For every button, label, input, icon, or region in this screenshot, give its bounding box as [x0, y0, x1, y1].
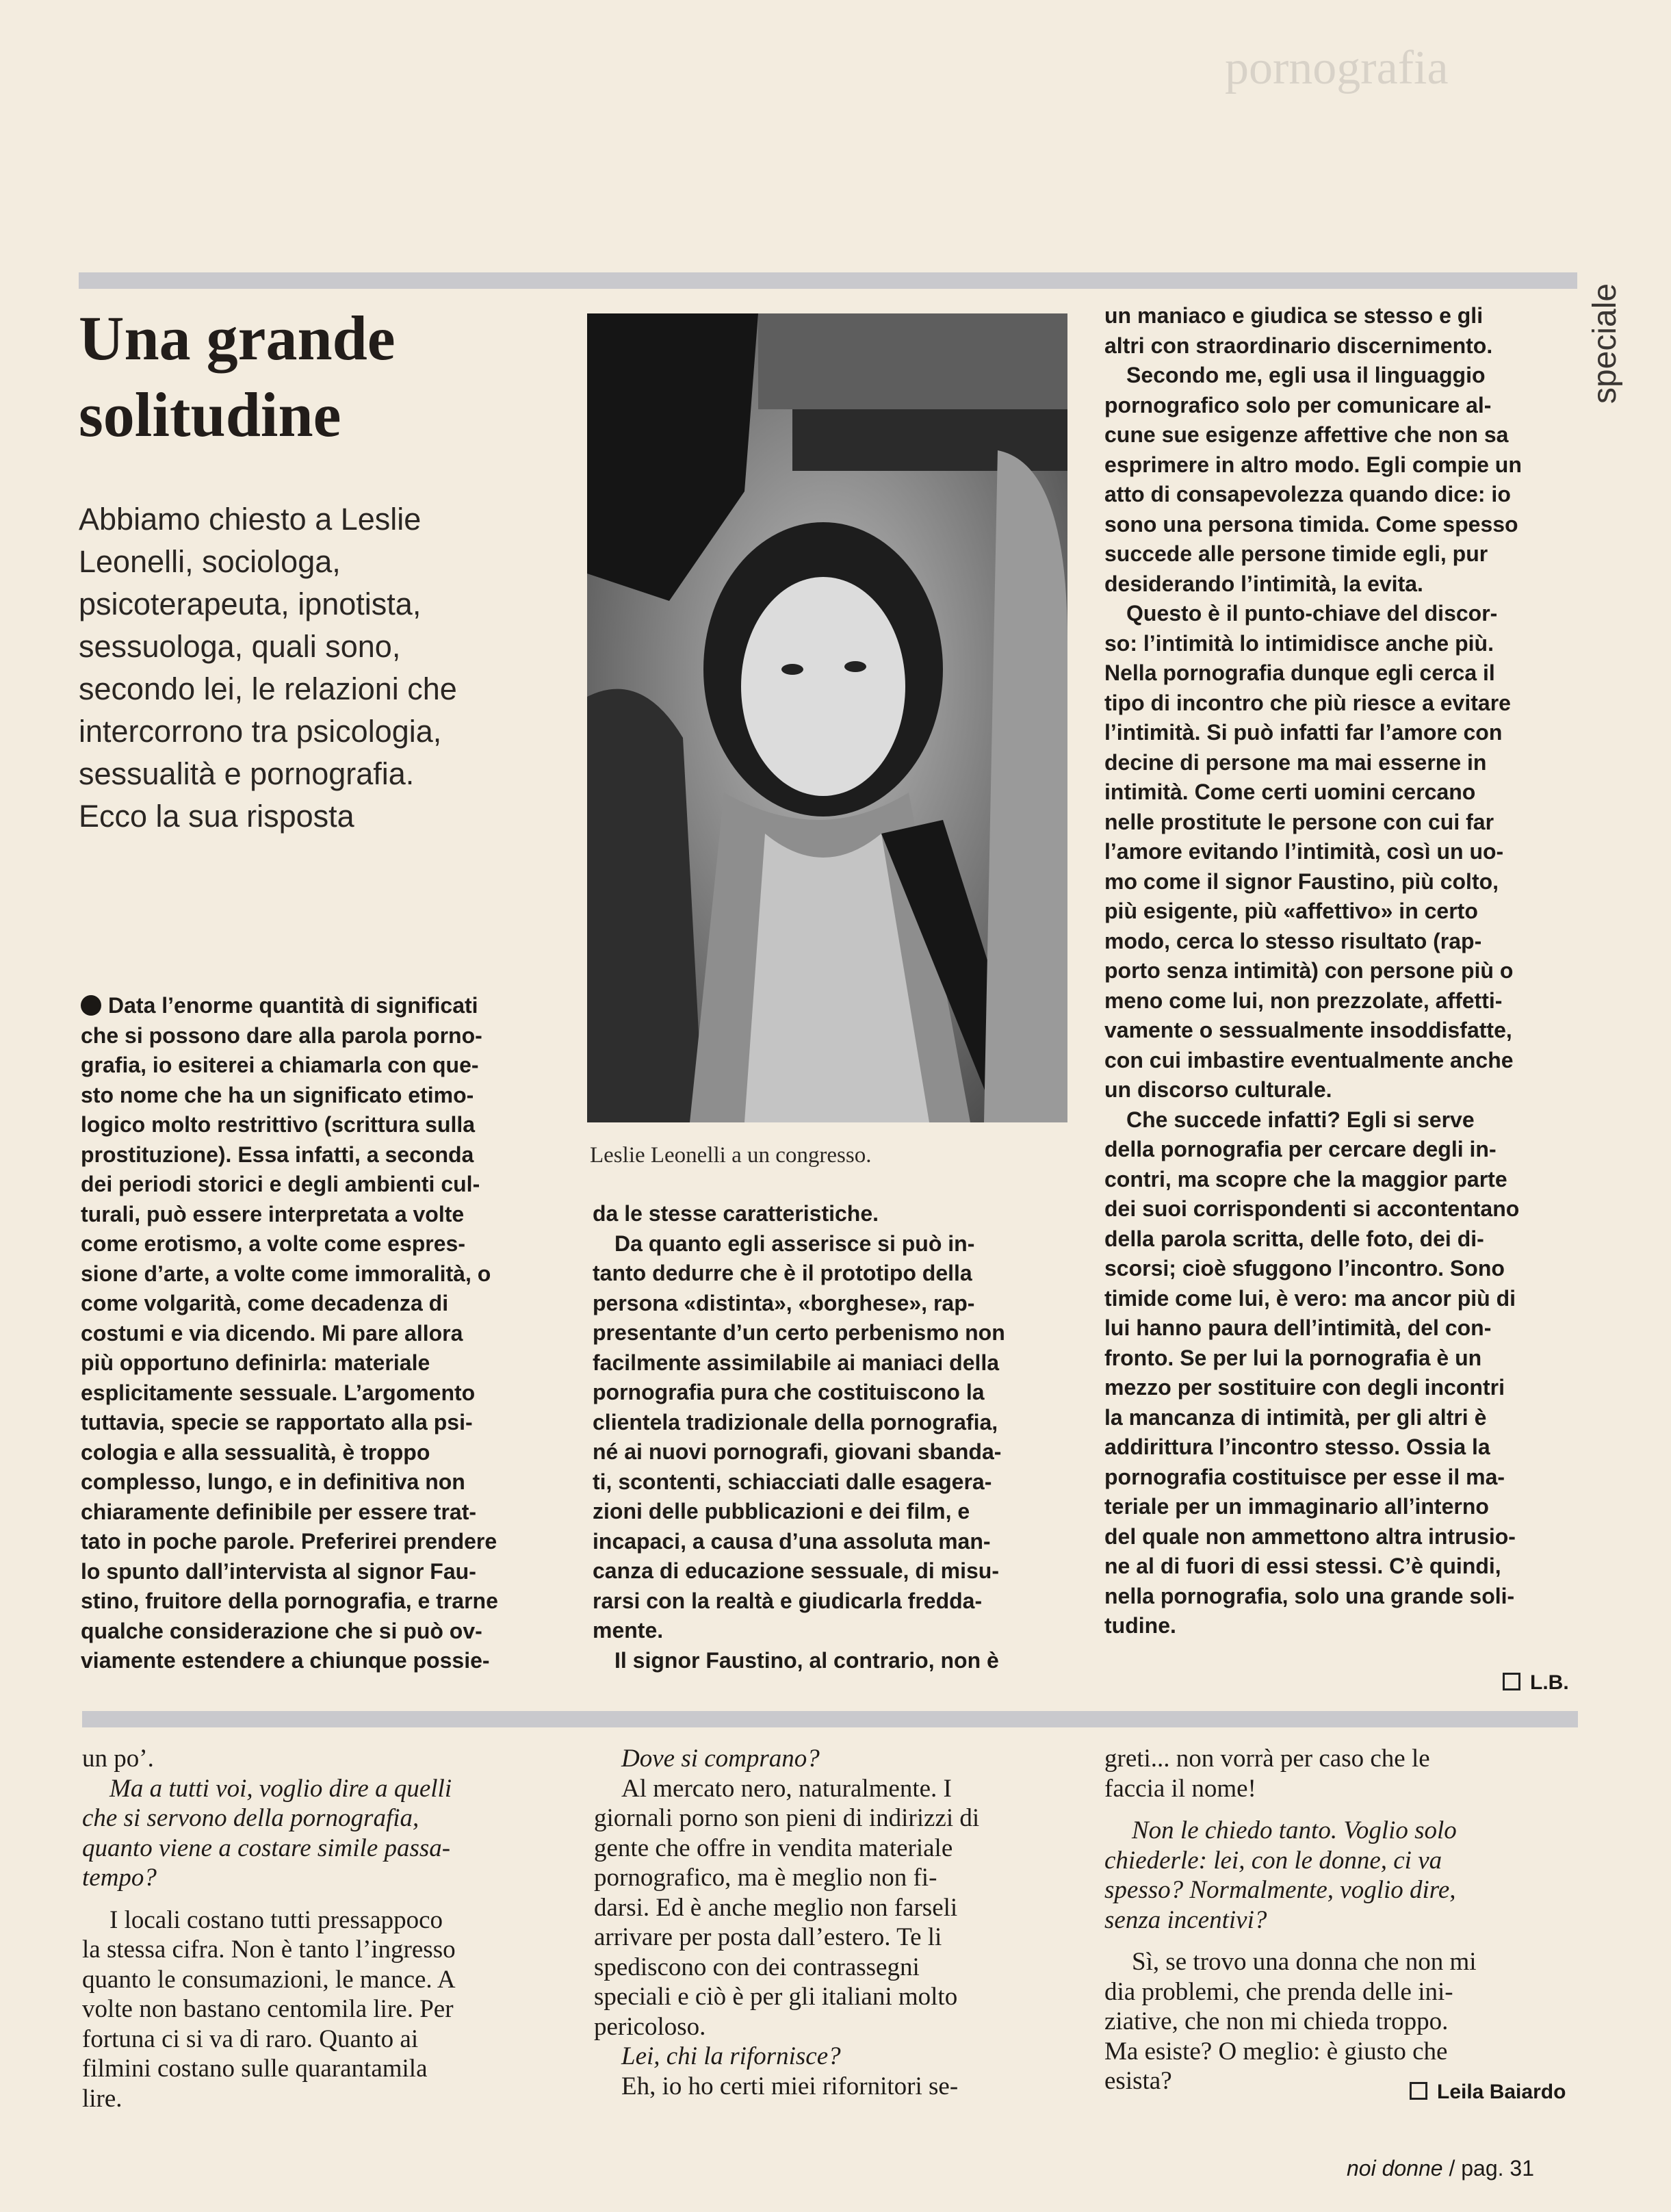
text-line: facilmente assimilabile ai maniaci della: [593, 1350, 1000, 1375]
faint-section-heading: pornografia: [1225, 42, 1449, 94]
question-line: quanto viene a costare simile passa-: [82, 1834, 451, 1862]
text-line: presentante d’un certo perbenismo non: [593, 1320, 1005, 1345]
text-line: turali, può essere interpretata a volte: [81, 1201, 465, 1226]
text-line: dei periodi storici e degli ambienti cul-: [81, 1172, 480, 1196]
text-line: mente.: [593, 1618, 664, 1643]
text-line: ziative, che non mi chieda troppo.: [1104, 2007, 1449, 2035]
photo-caption: Leslie Leonelli a un congresso.: [590, 1143, 872, 1168]
text-line: sono una persona timida. Come spesso: [1104, 511, 1518, 537]
page-footer: [1347, 2156, 1534, 2181]
text-line: succede alle persone timide egli, pur: [1104, 541, 1488, 566]
text-line: logico molto restrittivo (scrittura sulla: [81, 1112, 476, 1137]
article-signature: L.B.: [1503, 1671, 1569, 1695]
text-line: un discorso culturale.: [1104, 1077, 1332, 1102]
standfirst-line: intercorrono tra psicologia,: [79, 714, 442, 749]
text-line: l’intimità. Si può infatti far l’amore con: [1104, 720, 1503, 745]
text-line: fortuna ci si va di raro. Quanto ai: [82, 2024, 419, 2053]
text-line: viamente estendere a chiunque possie-: [81, 1648, 490, 1673]
text-line: pornografico solo per comunicare al-: [1104, 392, 1492, 417]
text-line: della parola scritta, delle foto, dei di-: [1104, 1226, 1484, 1251]
text-line: nella pornografia, solo una grande soli-: [1104, 1583, 1515, 1608]
question-line: Dove si comprano?: [621, 1745, 820, 1773]
headline-line-1: Una grande: [79, 303, 396, 373]
text-line: cologia e alla sessualità, è troppo: [81, 1439, 430, 1465]
section-label: speciale: [1587, 283, 1623, 404]
question-line: chiederle: lei, con le donne, ci va: [1104, 1846, 1442, 1875]
magazine-name: noi donne: [1347, 2156, 1443, 2181]
text-line: Al mercato nero, naturalmente. I: [621, 1774, 952, 1803]
text-line: lui hanno paura dell’intimità, del con-: [1104, 1315, 1492, 1340]
standfirst-line: sessuologa, quali sono,: [79, 629, 401, 664]
text-line: modo, cerca lo stesso risultato (rap-: [1104, 928, 1482, 953]
text-line: so: l’intimità lo intimidisce anche più.: [1104, 630, 1494, 656]
text-line: prostituzione). Essa infatti, a seconda: [81, 1142, 474, 1167]
text-line: darsi. Ed è anche meglio non farseli: [594, 1893, 958, 1922]
text-line: I locali costano tutti pressappoco: [109, 1905, 443, 1934]
text-line: altri con straordinario discernimento.: [1104, 333, 1493, 358]
text-line: Da quanto egli asserisce si può in-: [614, 1231, 975, 1256]
text-line: porto senza intimità) con persone più o: [1104, 958, 1514, 983]
text-line: che si possono dare alla parola porno-: [81, 1023, 482, 1048]
text-line: Eh, io ho certi miei rifornitori se-: [621, 2072, 959, 2100]
text-line: pornografia costituisce per esse il ma-: [1104, 1464, 1505, 1489]
text-line: lire.: [82, 2084, 122, 2113]
text-line: sto nome che ha un significato etimo-: [81, 1082, 474, 1107]
text-line: né ai nuovi pornografi, giovani sbanda-: [593, 1439, 1002, 1464]
text-line: tato in poche parole. Preferirei prendere: [81, 1529, 497, 1554]
bottom-rule: [82, 1711, 1578, 1727]
article-column-1: [81, 991, 560, 1676]
interview-column-3: [1104, 1744, 1583, 2096]
text-line: grafia, io esiterei a chiamarla con que-: [81, 1053, 479, 1077]
text-line: scorsi; cioè sfuggono l’incontro. Sono: [1104, 1256, 1505, 1281]
bullet-icon: [81, 995, 101, 1016]
standfirst-line: sessualità e pornografia.: [79, 756, 415, 791]
question-line: Non le chiedo tanto. Voglio solo: [1132, 1816, 1457, 1844]
text-line: Nella pornografia dunque egli cerca il: [1104, 660, 1495, 685]
text-line: l’amore evitando l’intimità, così un uo-: [1104, 839, 1504, 864]
text-line: Il signor Faustino, al contrario, non è: [614, 1647, 999, 1673]
text-line: tipo di incontro che più riesce a evitare: [1104, 690, 1511, 715]
text-line: volte non bastano centomila lire. Per: [82, 1995, 454, 2023]
interview-signature: Leila Baiardo: [1410, 2081, 1566, 2104]
question-line: tempo?: [82, 1864, 157, 1892]
text-line: filmini costano sulle quarantamila: [82, 2055, 428, 2083]
text-line: pornografia pura che costituiscono la: [593, 1380, 985, 1404]
text-line: gente che offre in vendita materiale: [594, 1834, 953, 1862]
text-line: del quale non ammettono altra intrusio-: [1104, 1523, 1516, 1549]
text-line: esprimere in altro modo. Egli compie un: [1104, 452, 1522, 477]
text-line: arrivare per posta dall’estero. Te li: [594, 1923, 942, 1951]
text-line: atto di consapevolezza quando dice: io: [1104, 482, 1511, 506]
text-line: persona «distinta», «borghese», rap-: [593, 1290, 975, 1315]
question-line: spesso? Normalmente, voglio dire,: [1104, 1876, 1456, 1904]
text-line: costumi e via dicendo. Mi pare allora: [81, 1320, 463, 1346]
text-line: dia problemi, che prenda delle ini-: [1104, 1977, 1453, 2006]
text-line: speciali e ciò è per gli italiani molto: [594, 1983, 958, 2011]
footer-separator: /: [1449, 2156, 1455, 2181]
question-line: che si servono della pornografia,: [82, 1804, 419, 1832]
text-line: cune sue esigenze affettive che non sa: [1104, 422, 1509, 447]
text-line: fronto. Se per lui la pornografia è un: [1104, 1345, 1482, 1370]
text-line: più opportuno definirla: materiale: [81, 1350, 430, 1375]
text-line: la mancanza di intimità, per gli altri è: [1104, 1404, 1487, 1430]
text-line: meno come lui, non prezzolate, affetti-: [1104, 988, 1503, 1013]
interview-column-2: [594, 1744, 1073, 2101]
standfirst-line: psicoterapeuta, ipnotista,: [79, 587, 422, 621]
text-line: clientela tradizionale della pornografia,: [593, 1409, 998, 1435]
text-line: chiaramente definibile per essere trat-: [81, 1499, 476, 1524]
text-line: esplicitamente sessuale. L’argomento: [81, 1380, 476, 1405]
text-line: complesso, lungo, e in definitiva non: [81, 1469, 465, 1494]
text-line: un po’.: [82, 1745, 154, 1773]
text-line: zioni delle pubblicazioni e dei film, e: [593, 1499, 970, 1523]
text-line: più esigente, più «affettivo» in certo: [1104, 899, 1478, 923]
text-line: la stessa cifra. Non è tanto l’ingresso: [82, 1936, 456, 1964]
headline-line-2: solitudine: [79, 380, 341, 450]
text-line: tanto dedurre che è il prototipo della: [593, 1261, 972, 1285]
standfirst-line: Abbiamo chiesto a Leslie: [79, 502, 422, 537]
text-line: mo come il signor Faustino, più colto,: [1104, 869, 1499, 894]
standfirst-line: Ecco la sua risposta: [79, 799, 354, 834]
article-column-3: [1104, 301, 1583, 1641]
text-line: Questo è il punto-chiave del discor-: [1126, 601, 1498, 626]
text-line: pornografico, ma è meglio non fi-: [594, 1864, 937, 1892]
text-line: Data l’enorme quantità di significati: [81, 991, 560, 1021]
article-column-2: [593, 1199, 1072, 1675]
text-line: decine di persone ma mai esserne in: [1104, 749, 1487, 775]
text-line: timide come lui, è vero: ma ancor più di: [1104, 1285, 1516, 1311]
portrait-photo-illustration: [587, 313, 1067, 1122]
text-line: sione d’arte, a volte come immoralità, o: [81, 1261, 491, 1286]
text-line: contri, ma scopre che la maggior parte: [1104, 1166, 1507, 1192]
headline: [79, 300, 571, 453]
text-line: della pornografia per cercare degli in-: [1104, 1137, 1497, 1161]
text-line: Secondo me, egli usa il linguaggio: [1126, 363, 1486, 387]
text-line: pericoloso.: [594, 2012, 706, 2041]
text-line: addirittura l’incontro stesso. Ossia la: [1104, 1435, 1490, 1459]
question-line: senza incentivi?: [1104, 1905, 1267, 1934]
text-line: nelle prostitute le persone con cui far: [1104, 809, 1494, 834]
text-line: greti... non vorrà per caso che le: [1104, 1745, 1430, 1773]
text-line: faccia il nome!: [1104, 1774, 1256, 1803]
standfirst-line: Leonelli, sociologa,: [79, 544, 341, 579]
text-line: un maniaco e giudica se stesso e gli: [1104, 303, 1484, 328]
text-line: tudine.: [1104, 1613, 1176, 1638]
standfirst-line: secondo lei, le relazioni che: [79, 671, 457, 706]
text-line: spediscono con dei contrassegni: [594, 1953, 920, 1981]
text-line: intimità. Come certi uomini cercano: [1104, 780, 1476, 804]
text-line: da le stesse caratteristiche.: [593, 1201, 879, 1226]
text-line: esista?: [1104, 2067, 1172, 2095]
text-line: desiderando l’intimità, la evita.: [1104, 571, 1423, 596]
text-line: qualche considerazione che si può ov-: [81, 1618, 482, 1643]
standfirst: [79, 498, 571, 838]
question-line: Ma a tutti voi, voglio dire a quelli: [109, 1774, 452, 1803]
text-line: Che succede infatti? Egli si serve: [1126, 1107, 1475, 1132]
text-line: vamente o sessualmente insoddisfatte,: [1104, 1018, 1512, 1042]
text-line: mezzo per sostituire con degli incontri: [1104, 1375, 1505, 1400]
text-line: lo spunto dall’intervista al signor Fau-: [81, 1558, 476, 1584]
text-line: ti, scontenti, schiacciati dalle esagera-: [593, 1469, 992, 1494]
portrait-photo: [587, 313, 1067, 1122]
text-line: tuttavia, specie se rapportato alla psi-: [81, 1410, 473, 1435]
text-line: dei suoi corrispondenti si accontentano: [1104, 1196, 1520, 1221]
text-line: come volgarità, come decadenza di: [81, 1291, 449, 1315]
end-square-icon: [1503, 1673, 1520, 1690]
text-line: stino, fruitore della pornografia, e trarne: [81, 1589, 498, 1613]
text-line: Ma esiste? O meglio: è giusto che: [1104, 2037, 1448, 2066]
text-line: ne al di fuori di essi stessi. C’è quindi,: [1104, 1554, 1501, 1578]
end-square-icon: [1410, 2082, 1427, 2100]
text-line: teriale per un immaginario all’interno: [1104, 1494, 1489, 1519]
top-rule: [79, 272, 1577, 289]
text-line: incapaci, a causa d’una assoluta man-: [593, 1528, 991, 1554]
text-line: con cui imbastire eventualmente anche: [1104, 1047, 1514, 1072]
text-line: Sì, se trovo una donna che non mi: [1132, 1948, 1477, 1976]
text-line: rarsi con la realtà e giudicarla fredda-: [593, 1588, 983, 1613]
text-line: quanto le consumazioni, le mance. A: [82, 1965, 456, 1994]
interview-column-1: [82, 1744, 561, 2113]
question-line: Lei, chi la rifornisce?: [621, 2042, 841, 2070]
text-line: giornali porno son pieni di indirizzi di: [594, 1804, 980, 1832]
page-number: pag. 31: [1461, 2156, 1535, 2181]
text-line: come erotismo, a volte come espres-: [81, 1231, 465, 1256]
text-line: canza di educazione sessuale, di misu-: [593, 1558, 999, 1583]
